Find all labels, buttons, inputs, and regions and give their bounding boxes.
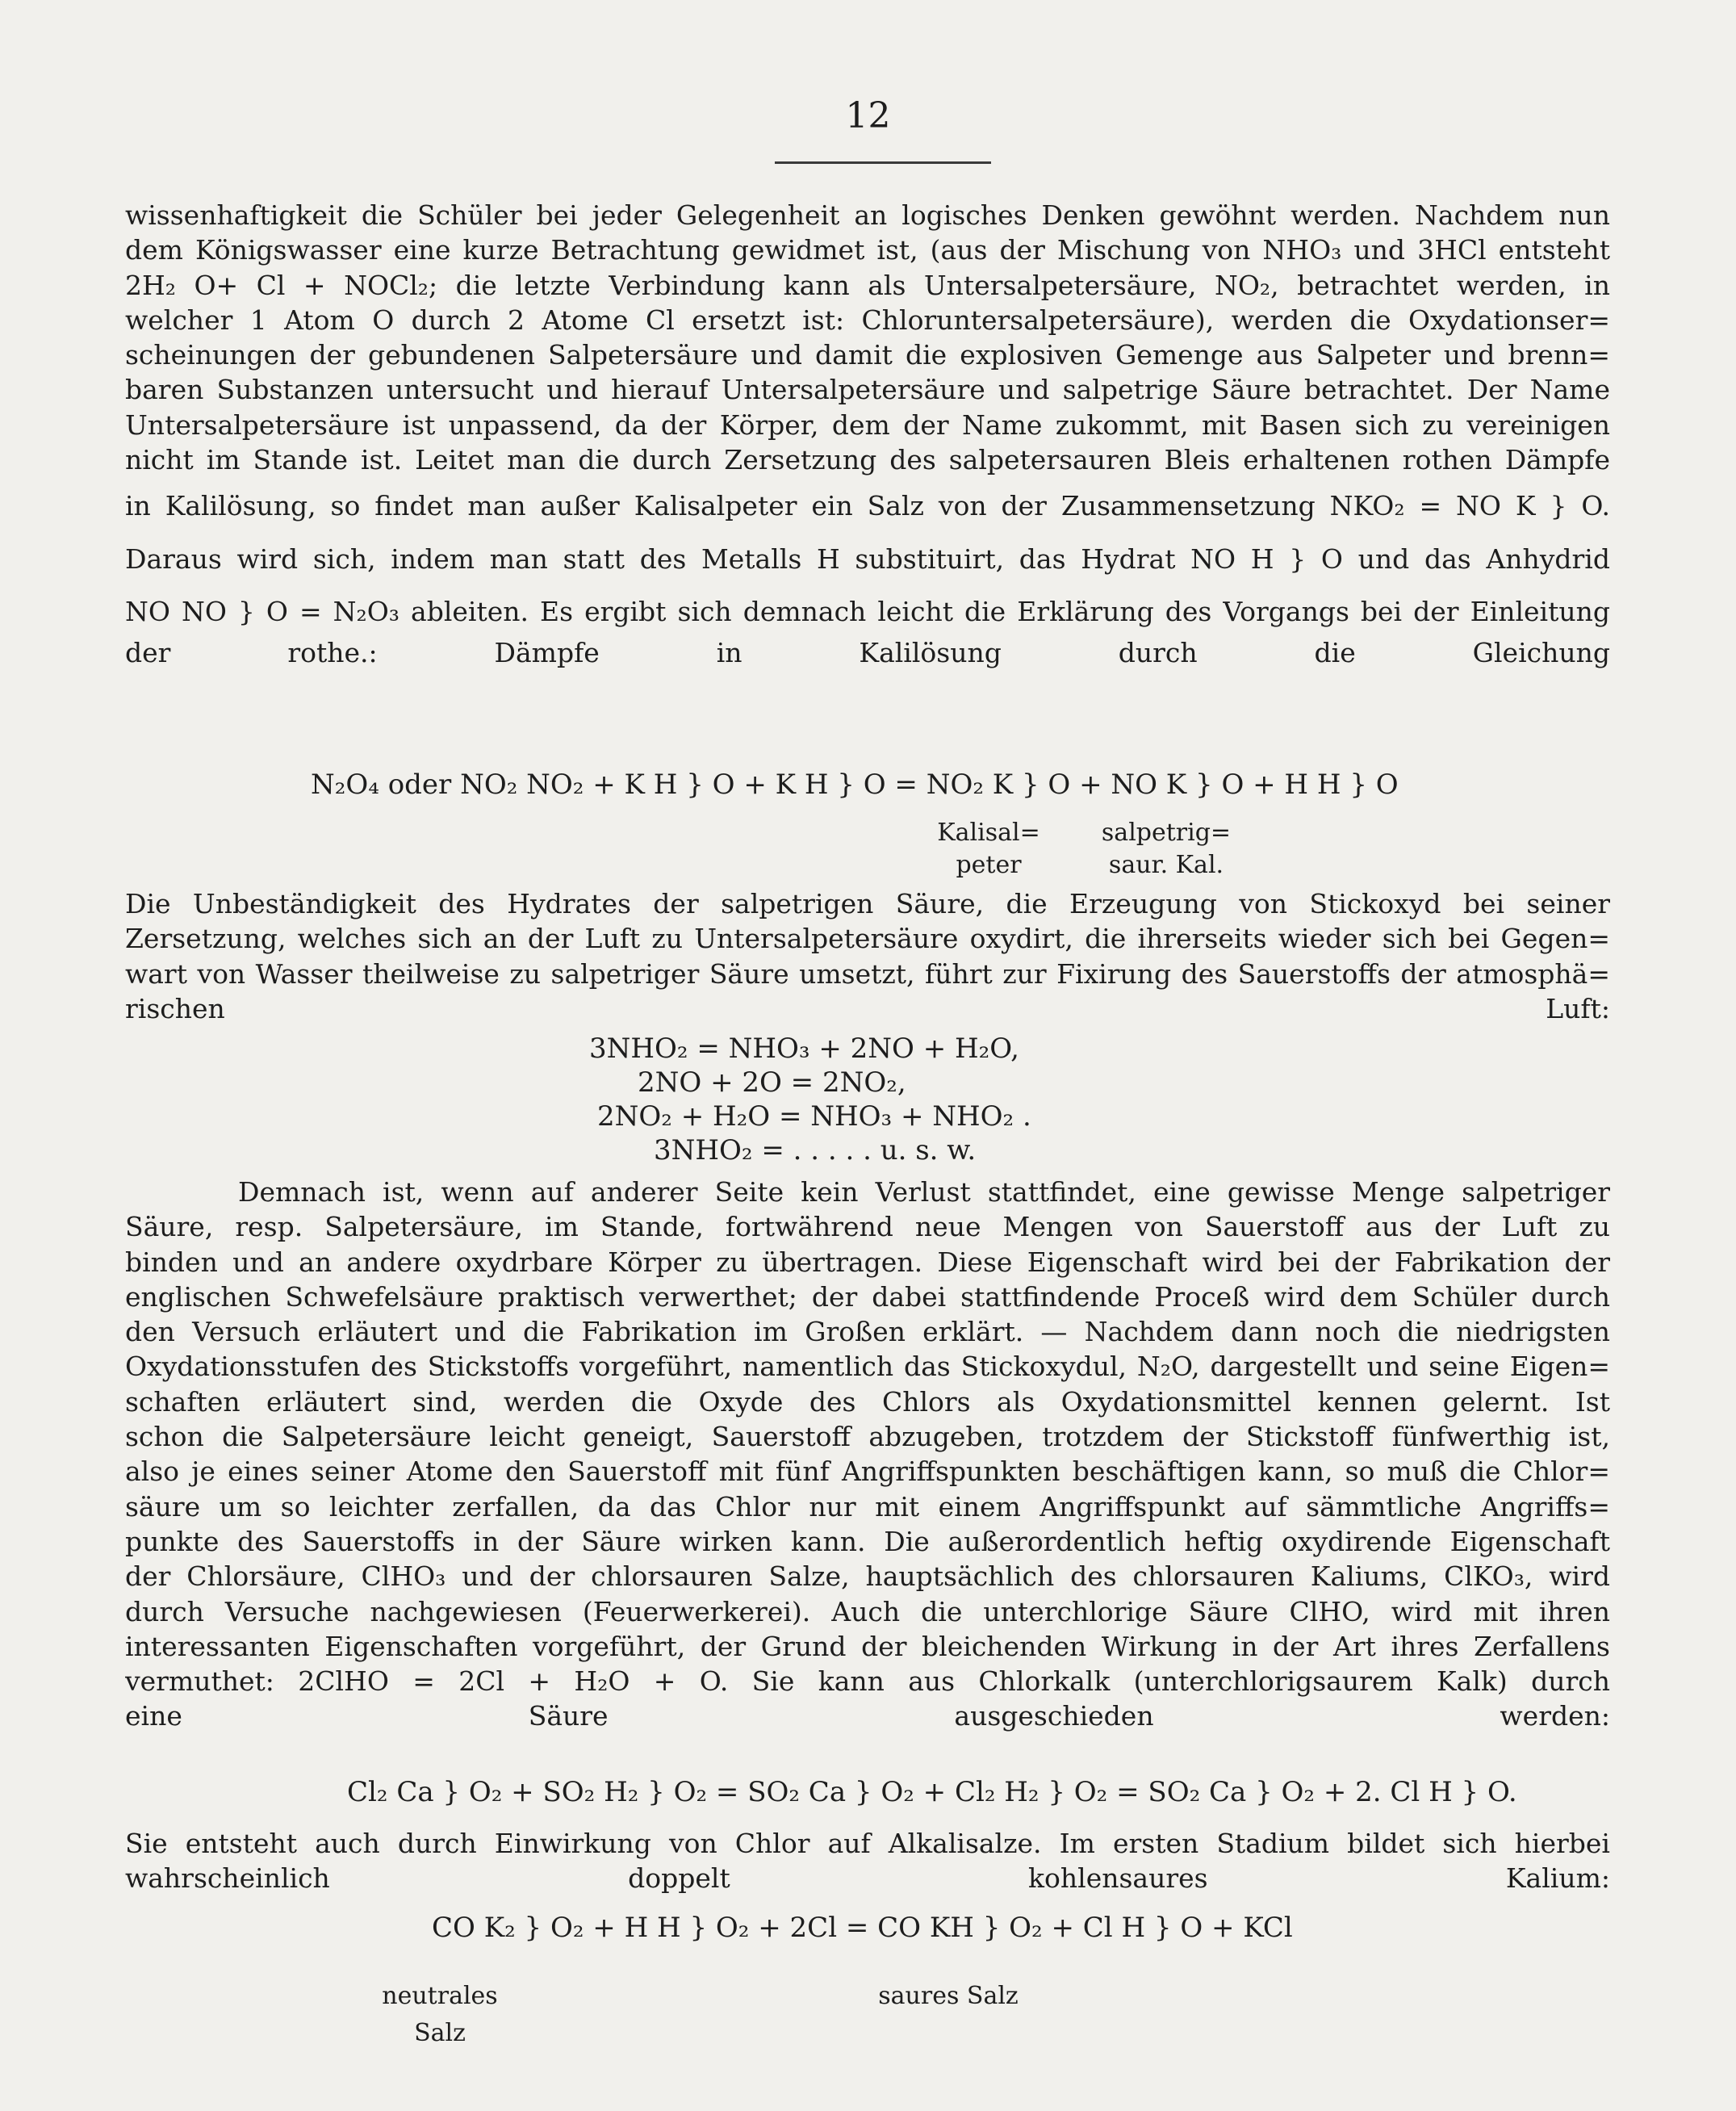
equation-line: 2NO₂ + H₂O = NHO₃ + NHO₂ .: [597, 1100, 1031, 1133]
text-line: Die Unbeständigkeit des Hydrates der salpetrigen Säure, die Erzeugung von Stickoxyd bei seiner: [125, 888, 1610, 919]
equation-4: CO K₂ } O₂ + H H } O₂ + 2Cl = CO KH } O₂ + Cl H } O + KCl: [432, 1912, 1293, 1944]
text-line: binden und an andere oxydrbare Körper zu übertragen. Diese Eigenschaft wird bei der Fabrikation der: [125, 1246, 1610, 1278]
text-line: Untersalpetersäure ist unpassend, da der Körper, dem der Name zukommt, mit Basen sich zu vereinigen: [125, 408, 1610, 441]
text-line: punkte des Sauerstoffs in der Säure wirken kann. Die außerordentlich heftig oxydirende Eigenschaft: [125, 1525, 1610, 1557]
label-neutrales-salz: neutrales Salz: [382, 1982, 498, 2047]
text-line: durch Versuche nachgewiesen (Feuerwerkerei). Auch die unterchlorige Säure ClHO, wird mit ihren: [125, 1595, 1610, 1627]
header-rule: [775, 161, 991, 164]
paragraph-2: [125, 886, 1610, 1026]
text-line: dem Königswasser eine kurze Betrachtung gewidmet ist, (aus der Mischung von NHO₃ und 3HCl entsteht: [125, 234, 1610, 266]
text-line: welcher 1 Atom O durch 2 Atome Cl ersetzt ist: Chloruntersalpetersäure), werden die Oxydationser=: [125, 304, 1610, 336]
text-line: interessanten Eigenschaften vorgeführt, der Grund der bleichenden Wirkung in der Art ihres Zerfallens: [125, 1630, 1610, 1662]
text-line: Demnach ist, wenn auf anderer Seite kein Verlust stattfindet, eine gewisse Menge salpetriger: [238, 1176, 1610, 1208]
text-line: 2H₂ O+ Cl + NOCl₂; die letzte Verbindung kann als Untersalpetersäure, NO₂, betrachtet werden, in: [125, 269, 1610, 301]
paragraph-4: [125, 1826, 1610, 1896]
text-line: in Kalilösung, so findet man außer Kalisalpeter ein Salz von der Zusammensetzung NKO₂ = NO K } O.: [125, 490, 1610, 522]
text-line: den Versuch erläutert und die Fabrikation im Großen erklärt. — Nachdem dann noch die niedrigsten: [125, 1316, 1610, 1348]
equation-1: N₂O₄ oder NO₂ NO₂ + K H } O + K H } O = NO₂ K } O + NO K } O + H H } O: [311, 769, 1399, 801]
text-line: schaften erläutert sind, werden die Oxyde des Chlors als Oxydationsmittel kennen gelernt. Ist: [125, 1385, 1610, 1418]
text-line: wissenhaftigkeit die Schüler bei jeder Gelegenheit an logisches Denken gewöhnt werden. Nachdem nun: [125, 199, 1610, 231]
text-line: vermuthet: 2ClHO = 2Cl + H₂O + O. Sie kann aus Chlorkalk (unterchlorigsaurem Kalk) durch: [125, 1665, 1610, 1698]
equation-line: 3NHO₂ = . . . . . u. s. w.: [654, 1134, 977, 1166]
text-line: Zersetzung, welches sich an der Luft zu Untersalpetersäure oxydirt, die ihrerseits wieder sich bei Gegen=: [125, 923, 1610, 955]
text-line: wart von Wasser theilweise zu salpetriger Säure umsetzt, führt zur Fixirung des Sauerstoffs der atmosphä=: [125, 957, 1610, 990]
text-line: der Chlorsäure, ClHO₃ und der chlorsauren Salze, hauptsächlich des chlorsauren Kaliums, ClKO₃, wird: [125, 1560, 1610, 1593]
equation-line: 2NO + 2O = 2NO₂,: [638, 1066, 906, 1099]
text-line: englischen Schwefelsäure praktisch verwerthet; der dabei stattfindende Proceß wird dem Schüler durch: [125, 1280, 1610, 1313]
text-line: Oxydationsstufen des Stickstoffs vorgeführt, namentlich das Stickoxydul, N₂O, dargestellt und seine Eigen=: [125, 1351, 1610, 1383]
label-saures-salz: saures Salz: [878, 1982, 1019, 2010]
text-line: schon die Salpetersäure leicht geneigt, Sauerstoff abzugeben, trotzdem der Stickstoff fünfwerthig ist,: [125, 1421, 1610, 1453]
text-line: nicht im Stande ist. Leitet man die durch Zersetzung des salpetersauren Bleis erhaltenen rothen Dämpfe: [125, 444, 1610, 476]
text-line: eine Säure ausgeschieden werden:: [125, 1700, 1610, 1732]
label-salpetrig-saur-kal: salpetrig= saur. Kal.: [1101, 819, 1232, 879]
text-line: NO NO } O = N₂O₃ ableiten. Es ergibt sich demnach leicht die Erklärung des Vorgangs bei der Einleitung: [125, 595, 1610, 627]
label-kalisalpeter: Kalisal= peter: [937, 819, 1040, 879]
text-line: scheinungen der gebundenen Salpetersäure und damit die explosiven Gemenge aus Salpeter und brenn=: [125, 339, 1610, 371]
text-line: baren Substanzen untersucht und hierauf Untersalpetersäure und salpetrige Säure betrachtet. Der Name: [125, 374, 1610, 406]
text-line: Daraus wird sich, indem man statt des Metalls H substituirt, das Hydrat NO H } O und das Anhydrid: [125, 542, 1610, 575]
equation-block-2: [589, 1032, 1031, 1167]
text-line: wahrscheinlich doppelt kohlensaures Kalium:: [125, 1862, 1610, 1895]
text-line: Sie entsteht auch durch Einwirkung von Chlor auf Alkalisalze. Im ersten Stadium bildet sich hierbei: [125, 1828, 1610, 1859]
equation-line: 3NHO₂ = NHO₃ + 2NO + H₂O,: [589, 1032, 1019, 1065]
paragraph-1: [125, 198, 1610, 671]
page-number: 12: [845, 95, 891, 136]
text-line: Säure, resp. Salpetersäure, im Stande, fortwährend neue Mengen von Sauerstoff aus der Luft zu: [125, 1211, 1610, 1243]
equation-3: Cl₂ Ca } O₂ + SO₂ H₂ } O₂ = SO₂ Ca } O₂ + Cl₂ H₂ } O₂ = SO₂ Ca } O₂ + 2. Cl H } O.: [347, 1776, 1517, 1808]
text-line: rischen Luft:: [125, 992, 1610, 1024]
paragraph-3: [125, 1175, 1610, 1734]
text-line: säure um so leichter zerfallen, da das Chlor nur mit einem Angriffspunkt auf sämmtliche Angriffs=: [125, 1490, 1610, 1523]
text-line: der rothe.: Dämpfe in Kalilösung durch die Gleichung: [125, 637, 1610, 669]
text-line: also je eines seiner Atome den Sauerstoff mit fünf Angriffspunkten beschäftigen kann, so muß die Chlor=: [125, 1456, 1610, 1488]
